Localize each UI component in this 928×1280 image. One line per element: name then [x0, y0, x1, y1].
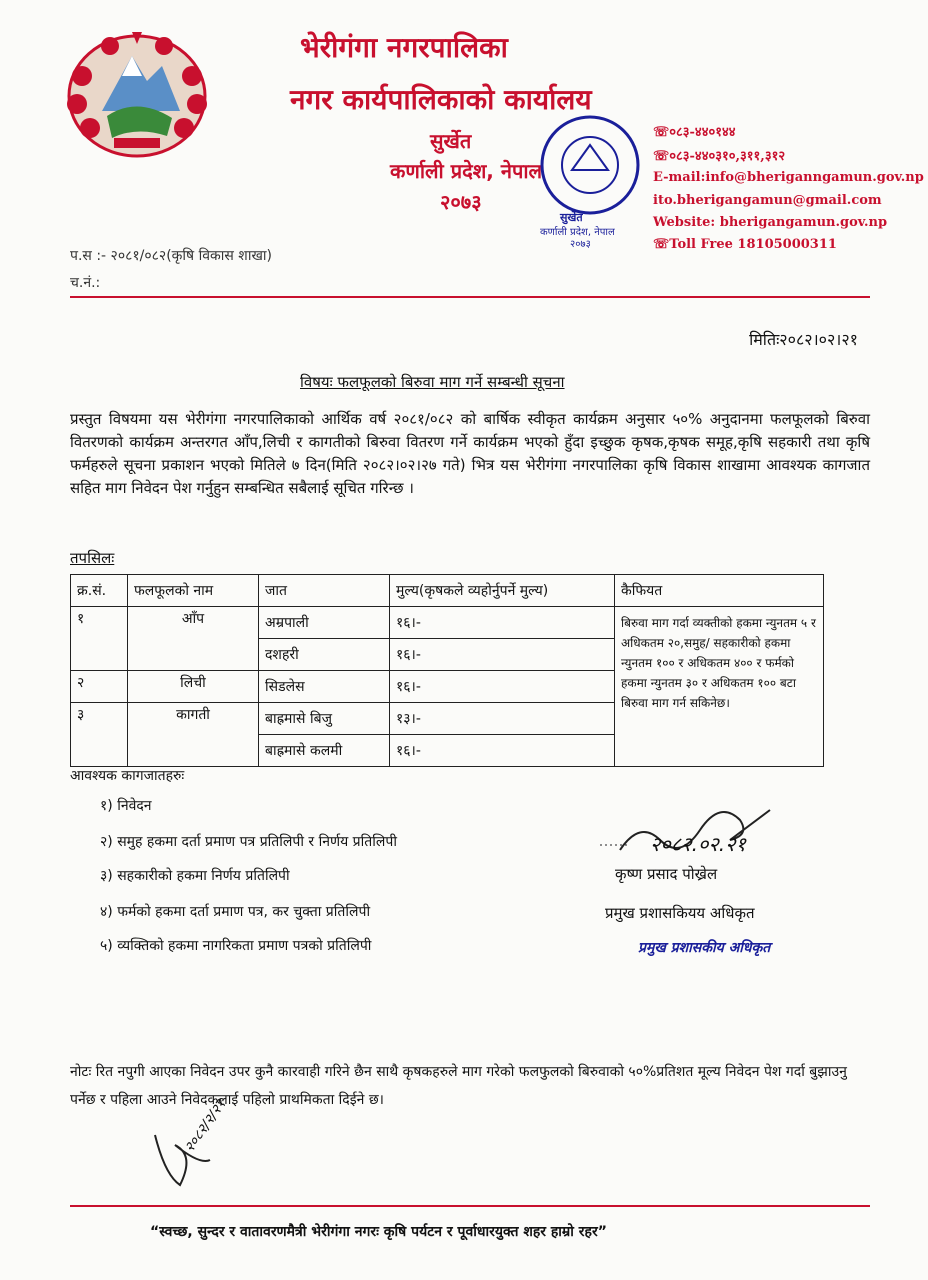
district: सुर्खेत	[430, 129, 472, 153]
cell-sn: २	[71, 671, 128, 703]
office-stamp	[530, 110, 650, 250]
officer-signature	[600, 790, 820, 870]
table-row	[71, 607, 824, 639]
notice-body: प्रस्तुत विषयमा यस भेरीगंगा नगरपालिकाको आर्थिक वर्ष २०८१/०८२ को बार्षिक स्वीकृत कार्यक्रम अनुसार ५०% अनुदानमा फलफूलको बिरुवा वितरणको कार्यक्रम अन्तरगत आँप,लिची र कागतीको बिरुवा वितरण गर्ने कार्यक्रम भएको हुँदा इच्छुक कृषक,कृषक समूह,कृषि सहकारी तथा कृषि फर्महरुले सूचना प्रकाशन भएको मितिले ७ दिन(मिति २०८२।०२।२७ गते) भित्र यस भेरीगंगा नगरपालिका कृषि विकास शाखामा आवश्यक कागजात सहित माग निवेदन पेश गर्नुहुन सम्बन्धित सबैलाई सूचित गरिन्छ ।	[70, 410, 870, 497]
toll-free: ☏Toll Free 18105000311	[653, 237, 837, 252]
cell-fruit: आँप	[128, 607, 259, 671]
cell-price: १६।-	[390, 671, 615, 703]
reference-number: प.स :- २०८१/०८२(कृषि विकास शाखा)	[70, 248, 272, 264]
stamp-province: कर्णाली प्रदेश, नेपाल	[540, 227, 615, 238]
requirements-title: आवश्यक कागजातहरुः	[70, 768, 185, 784]
office-name: नगर कार्यपालिकाको कार्यालय	[290, 83, 592, 116]
table-header-row	[71, 575, 824, 607]
website: Website: bherigangamun.gov.np	[653, 215, 888, 230]
org-name: भेरीगंगा नगरपालिका	[300, 31, 508, 64]
details-label: तपसिलः	[70, 549, 115, 567]
stamp-year: २०७३	[570, 239, 591, 250]
cell-fruit: लिची	[128, 671, 259, 703]
cell-variety: बाह्रमासे कलमी	[259, 735, 390, 767]
header-remark: कैफियत	[615, 575, 824, 607]
signature-date: २०८२.०२.२१	[650, 832, 746, 856]
cell-price: १६।-	[390, 639, 615, 671]
requirement-item: १) निवेदन	[100, 798, 152, 814]
cell-price: १३।-	[390, 703, 615, 735]
header-divider	[70, 296, 870, 298]
cell-price: १६।-	[390, 735, 615, 767]
officer-title: प्रमुख प्रशासकियय अधिकृत	[605, 904, 755, 922]
email-secondary: ito.bherigangamun@gmail.com	[653, 193, 882, 208]
nepal-emblem-logo	[62, 26, 212, 161]
requirement-item: २) समुह हकमा दर्ता प्रमाण पत्र प्रतिलिपी र निर्णय प्रतिलिपी	[100, 834, 397, 850]
notice-date: मितिः२०८२।०२।२१	[749, 330, 858, 349]
header-sn: क्र.सं.	[71, 575, 128, 607]
cell-sn: १	[71, 607, 128, 671]
subject: विषयः फलफूलको बिरुवा माग गर्ने सम्बन्धी सूचना	[300, 373, 565, 391]
cell-variety: सिडलेस	[259, 671, 390, 703]
phone-2: ☏०८३-४४०३१०,३११,३१२	[653, 149, 786, 164]
dispatch-number: च.नं.:	[70, 275, 101, 291]
cell-remark: बिरुवा माग गर्दा व्यक्तीको हकमा न्युनतम ५ र अधिकतम २०,समुह/ सहकारीको हकमा न्युनतम १०० र अधिकतम ४०० र फर्मको हकमा न्युनतम ३० र अधिकतम १०० बटा बिरुवा माग गर्न सकिनेछ।	[615, 607, 824, 767]
email-primary: E-mail:info@bheriganngamun.gov.np	[653, 170, 924, 185]
cell-variety: दशहरी	[259, 639, 390, 671]
officer-name: कृष्ण प्रसाद पोख्रेल	[615, 865, 718, 883]
requirement-item: ५) व्यक्तिको हकमा नागरिकता प्रमाण पत्रको प्रतिलिपी	[100, 938, 372, 954]
initial-signature	[140, 1096, 290, 1205]
header-fruit: फलफूलको नाम	[128, 575, 259, 607]
requirement-item: ४) फर्मको हकमा दर्ता प्रमाण पत्र, कर चुक्ता प्रतिलिपी	[100, 904, 371, 920]
initial-date: २०८२/२/२१	[181, 1096, 230, 1156]
fruit-price-table	[70, 574, 824, 767]
cell-variety: अम्रपाली	[259, 607, 390, 639]
officer-title-stamp: प्रमुख प्रशासकीय अधिकृत	[638, 940, 771, 956]
phone-1: ☏०८३-४४०१४४	[653, 125, 736, 140]
stamp-place: सुर्खेत	[560, 211, 583, 224]
cell-sn: ३	[71, 703, 128, 767]
office-motto: “स्वच्छ, सुन्दर र वातावरणमैत्री भेरीगंगा नगरः कृषि पर्यटन र पूर्वाधारयुक्त शहर हाम्रो रहर”	[150, 1224, 607, 1240]
province: कर्णाली प्रदेश, नेपाल	[390, 159, 543, 183]
cell-variety: बाह्रमासे बिजु	[259, 703, 390, 735]
year: २०७३	[440, 190, 482, 214]
footnote: नोटः रित नपुगी आएका निवेदन उपर कुनै कारवाही गरिने छैन साथै कृषकहरुले माग गरेको फलफुलको बिरुवाको ५०%प्रतिशत मूल्य निवेदन पेश गर्दा बुझाउनु पर्नेछ र पहिला आउने निवेदकलाई पहिलो प्राथमिकता दिईने छ।	[70, 1064, 847, 1108]
cell-fruit: कागती	[128, 703, 259, 767]
footer-divider	[70, 1205, 870, 1207]
header-variety: जात	[259, 575, 390, 607]
header-price: मुल्य(कृषकले व्यहोर्नुपर्ने मुल्य)	[390, 575, 615, 607]
requirement-item: ३) सहकारीको हकमा निर्णय प्रतिलिपी	[100, 868, 290, 884]
cell-price: १६।-	[390, 607, 615, 639]
